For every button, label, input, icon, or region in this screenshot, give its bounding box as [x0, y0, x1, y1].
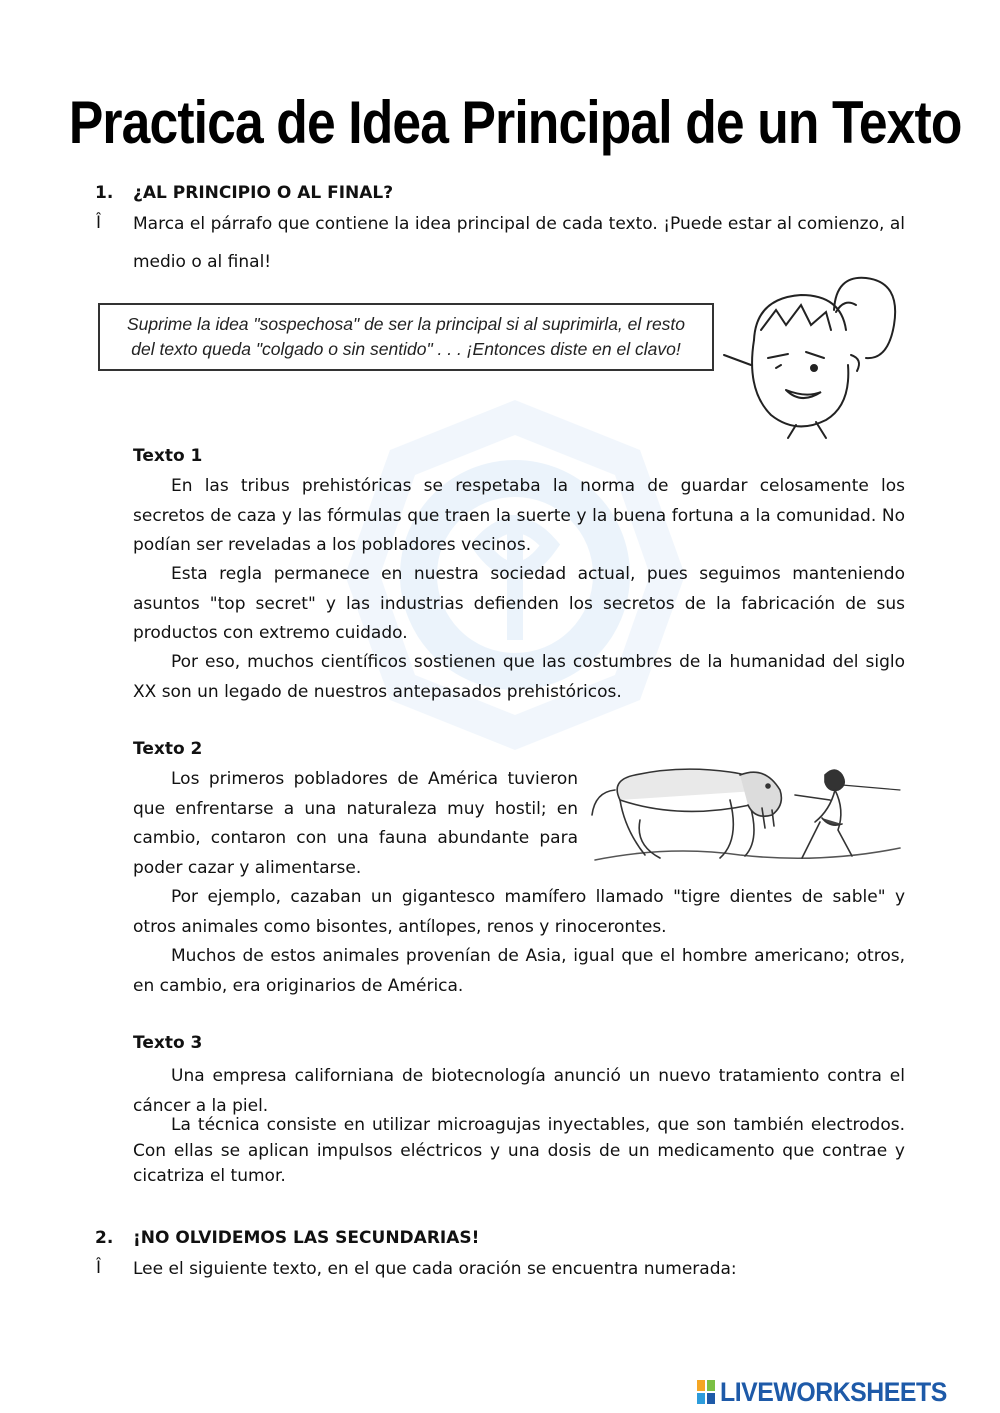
texto-2-paragraph-2: Por ejemplo, cazaban un gigantesco mamífero llamado "tigre dientes de sable" y otros animales como bisontes, antílopes, renos y rinocerontes.: [133, 887, 905, 937]
liveworksheets-logo[interactable]: [697, 1378, 967, 1406]
section-1-title: ¿AL PRINCIPIO O AL FINAL?: [133, 183, 394, 203]
texto-2-heading: Texto 2: [133, 739, 203, 759]
page-title: Practica de Idea Principal de un Texto: [68, 89, 962, 156]
texto-2-paragraph-3: Muchos de estos animales provenían de Asia, igual que el hombre americano; otros, en cambio, era originarios de América.: [133, 946, 905, 996]
texto-1-paragraph-2: Esta regla permanece en nuestra sociedad actual, pues seguimos manteniendo asuntos "top secret" y las industrias defienden los secretos de la fabricación de sus productos con extremo cuidado.: [133, 564, 905, 643]
texto-1-paragraph-3: Por eso, muchos científicos sostienen que las costumbres de la humanidad del siglo XX son un legado de nuestros antepasados prehistóricos.: [133, 652, 905, 702]
tip-line-1: Suprime la idea "sospechosa" de ser la principal si al suprimirla, el resto: [126, 314, 686, 334]
section-1-instruction: Marca el párrafo que contiene la idea principal de cada texto. ¡Puede estar al comienzo, al medio o al final!: [133, 214, 905, 272]
sabertooth-tiger-hunt-illustration: [590, 760, 905, 872]
texto-3-heading: Texto 3: [133, 1033, 203, 1053]
texto-1-heading: Texto 1: [133, 446, 203, 466]
section-2-number: 2.: [95, 1228, 114, 1248]
texto-1-paragraph-1: En las tribus prehistóricas se respetaba la norma de guardar celosamente los secretos de caza y las fórmulas que traen la suerte y la buena fortuna a la comunidad. No podían ser reveladas a los pobladores vecinos.: [133, 476, 905, 555]
texto-2-paragraph-1: Los primeros pobladores de América tuvieron que enfrentarse a una naturaleza muy hostil; en cambio, contaron con una fauna abundante para poder cazar y alimentarse.: [133, 769, 578, 878]
section-2-title: ¡NO OLVIDEMOS LAS SECUNDARIAS!: [133, 1228, 480, 1248]
section-1-number: 1.: [95, 183, 114, 203]
logo-text: LIVEWORKSHEETS: [720, 1376, 947, 1407]
thinking-girl-illustration: [716, 270, 911, 440]
tip-box: [98, 303, 714, 371]
section-1-bullet: Î: [96, 213, 102, 233]
section-2-bullet: Î: [96, 1258, 102, 1278]
texto-3-paragraph-2: La técnica consiste en utilizar microagujas inyectables, que son también electrodos. Con ellas se aplican impulsos eléctricos y una dosis de un medicamento que contrae y cicatriza el tumor.: [133, 1115, 905, 1186]
logo-blocks-icon: [697, 1380, 715, 1404]
section-2-instruction: Lee el siguiente texto, en el que cada oración se encuentra numerada:: [133, 1259, 737, 1279]
texto-3-paragraph-1: Una empresa californiana de biotecnología anunció un nuevo tratamiento contra el cáncer a la piel.: [133, 1066, 905, 1116]
tip-line-2: del texto queda "colgado o sin sentido" . . . ¡Entonces diste en el clavo!: [131, 339, 681, 359]
